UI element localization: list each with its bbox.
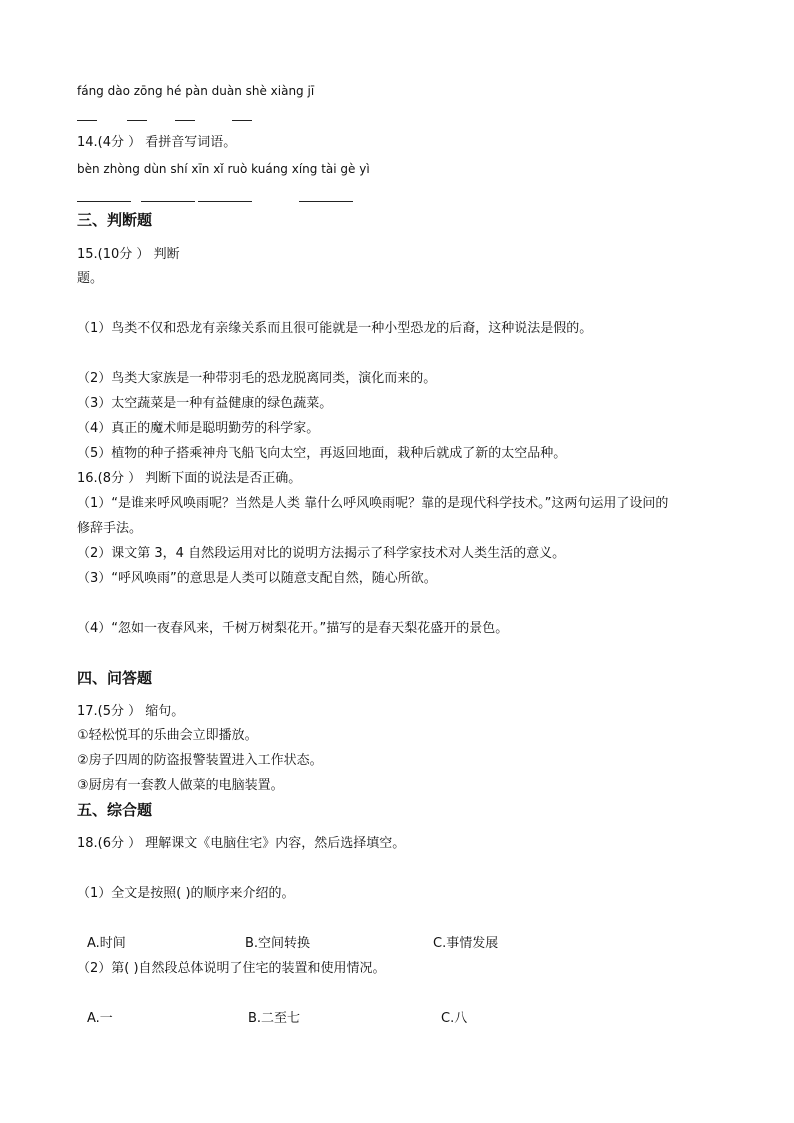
statement-item: （3）“呼风唤雨”的意思是人类可以随意支配自然，随心所欲。 bbox=[77, 571, 437, 586]
statement-item: （2）鸟类大家族是一种带羽毛的恐龙脱离同类，演化而来的。 bbox=[77, 371, 437, 386]
question-number: 17.(5分 ） bbox=[77, 704, 142, 719]
section-heading-comprehensive: 五、综合题 bbox=[77, 801, 153, 819]
choice-option: A.时间 bbox=[87, 936, 126, 951]
sentence-item: ①轻松悦耳的乐曲会立即播放。 bbox=[77, 728, 258, 743]
section-heading-judgement: 三、判断题 bbox=[77, 211, 153, 229]
answer-blank bbox=[77, 120, 97, 121]
section-heading-qa: 四、问答题 bbox=[77, 669, 153, 687]
question-prompt: 看拼音写词语。 bbox=[145, 135, 237, 150]
choice-option: C.事情发展 bbox=[433, 936, 499, 951]
statement-item: （5）植物的种子搭乘神舟飞船飞向太空，再返回地面，栽种后就成了新的太空品种。 bbox=[77, 446, 567, 461]
pinyin-line-2: bèn zhòng dùn shí xīn xǐ ruò kuáng xíng tài gè yì bbox=[77, 162, 370, 176]
statement-item-continued: 修辞手法。 bbox=[77, 521, 143, 536]
choice-option: A.一 bbox=[87, 1011, 113, 1026]
question-prompt: 判断下面的说法是否正确。 bbox=[145, 471, 302, 486]
question-17 bbox=[77, 703, 184, 721]
pinyin-line-1: fáng dào zōng hé pàn duàn shè xiàng jī bbox=[77, 84, 315, 98]
answer-blank bbox=[77, 201, 131, 202]
answer-blank bbox=[198, 201, 252, 202]
choice-option: B.二至七 bbox=[248, 1011, 301, 1026]
question-number: 14.(4分 ） bbox=[77, 135, 142, 150]
choice-option: C.八 bbox=[441, 1011, 468, 1026]
question-14 bbox=[77, 134, 236, 152]
question-15 bbox=[77, 246, 180, 264]
answer-blank bbox=[232, 120, 252, 121]
statement-item: （1）鸟类不仅和恐龙有亲缘关系而且很可能就是一种小型恐龙的后裔，这种说法是假的。 bbox=[77, 321, 593, 336]
answer-blank bbox=[141, 201, 195, 202]
question-number: 16.(8分 ） bbox=[77, 471, 142, 486]
answer-blank bbox=[299, 201, 353, 202]
question-number: 15.(10分 ） bbox=[77, 247, 150, 262]
question-prompt: 理解课文《电脑住宅》内容，然后选择填空。 bbox=[145, 836, 406, 851]
question-prompt-continued: 题。 bbox=[77, 271, 104, 286]
question-18 bbox=[77, 835, 405, 853]
question-16 bbox=[77, 470, 301, 488]
answer-blank bbox=[175, 120, 195, 121]
statement-item: （3）太空蔬菜是一种有益健康的绿色蔬菜。 bbox=[77, 396, 333, 411]
sentence-item: ③厨房有一套教人做菜的电脑装置。 bbox=[77, 778, 284, 793]
sub-question: （1）全文是按照( )的顺序来介绍的。 bbox=[77, 886, 295, 901]
question-prompt: 判断 bbox=[153, 247, 180, 262]
answer-blank bbox=[127, 120, 147, 121]
question-number: 18.(6分 ） bbox=[77, 836, 142, 851]
choice-option: B.空间转换 bbox=[245, 936, 311, 951]
statement-item: （4）真正的魔术师是聪明勤劳的科学家。 bbox=[77, 421, 320, 436]
statement-item: （4）“忽如一夜春风来，千树万树梨花开。”描写的是春天梨花盛开的景色。 bbox=[77, 621, 509, 636]
statement-item: （2）课文第 3，4 自然段运用对比的说明方法揭示了科学家技术对人类生活的意义。 bbox=[77, 546, 566, 561]
sub-question: （2）第( )自然段总体说明了住宅的装置和使用情况。 bbox=[77, 961, 386, 976]
question-prompt: 缩句。 bbox=[145, 704, 185, 719]
statement-item: （1）“是谁来呼风唤雨呢？当然是人类 靠什么呼风唤雨呢？靠的是现代科学技术。”这两句运用了设问的 bbox=[77, 496, 669, 511]
sentence-item: ②房子四周的防盗报警装置进入工作状态。 bbox=[77, 753, 323, 768]
